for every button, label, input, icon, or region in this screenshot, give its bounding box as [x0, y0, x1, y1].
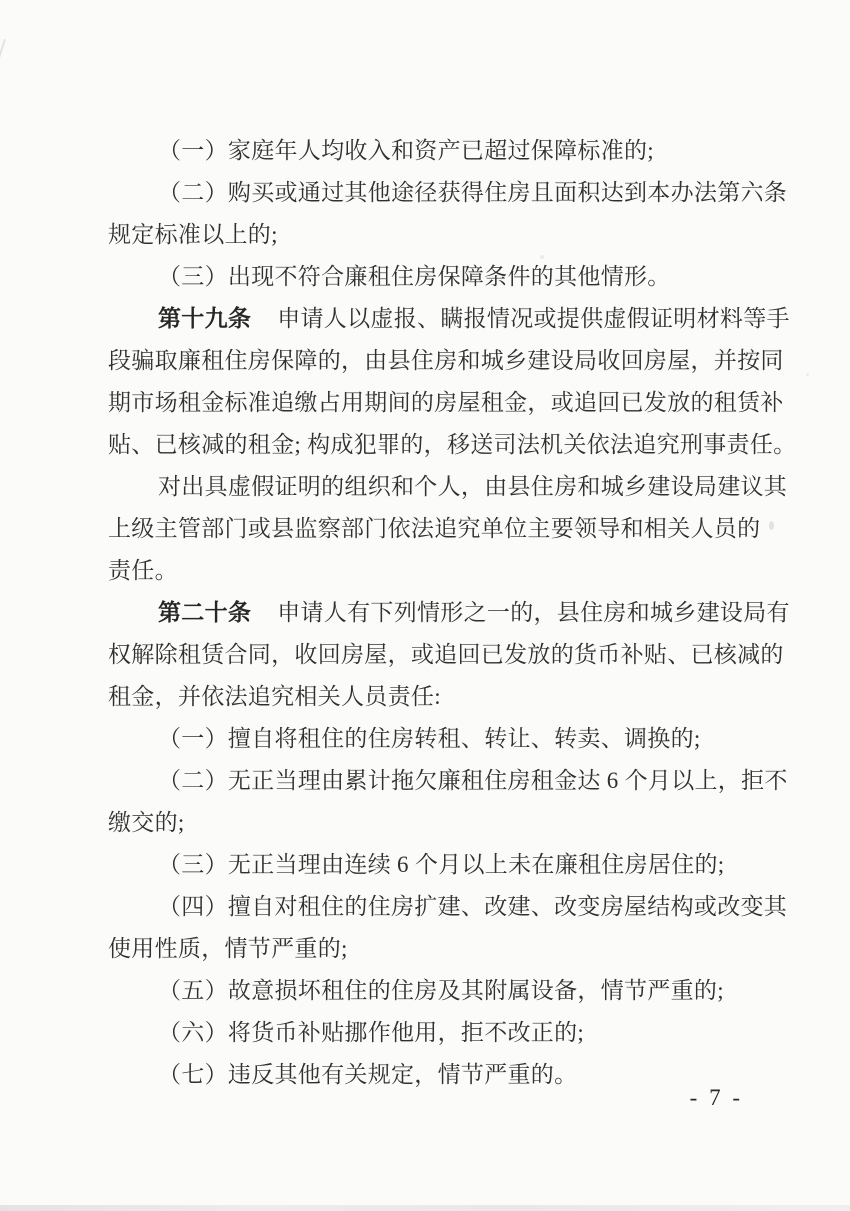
- line-text: （二）购买或通过其他途径获得住房且面积达到本办法第六条: [158, 180, 788, 205]
- line-text: （一）擅自将租住的住房转租、转让、转卖、调换的;: [158, 726, 701, 751]
- text-line: [108, 298, 790, 340]
- text-line: [108, 508, 761, 550]
- text-line: [108, 886, 788, 928]
- text-line: [108, 256, 744, 298]
- text-line: [108, 592, 790, 634]
- line-text: 贴、已核减的租金; 构成犯罪的，移送司法机关依法追究刑事责任。: [108, 432, 797, 457]
- line-text: （三）出现不符合廉租住房保障条件的其他情形。: [158, 264, 671, 289]
- line-text: （一）家庭年人均收入和资产已超过保障标准的;: [158, 138, 654, 163]
- text-block: [108, 130, 797, 1096]
- text-line: [108, 466, 788, 508]
- line-text: 责任。: [108, 558, 178, 583]
- line-text: （三）无正当理由连续 6 个月以上未在廉租住房居住的;: [158, 852, 725, 877]
- text-line: [108, 340, 784, 382]
- article-number: 第十九条: [158, 306, 252, 331]
- line-text: （四）擅自对租住的住房扩建、改建、改变房屋结构或改变其: [158, 894, 788, 919]
- line-text: （六）将货币补贴挪作他用，拒不改正的;: [158, 1020, 585, 1045]
- line-text: 租金，并依法追究相关人员责任:: [108, 684, 441, 709]
- line-text: 缴交的;: [108, 810, 185, 835]
- line-text: （二）无正当理由累计拖欠廉租住房租金达 6 个月以上，拒不: [158, 768, 788, 793]
- text-line: [108, 1054, 744, 1096]
- article-number: 第二十条: [158, 600, 252, 625]
- line-text: 期市场租金标准追缴占用期间的房屋租金，或追回已发放的租赁补: [108, 390, 784, 415]
- text-line: [108, 424, 797, 466]
- text-line: [108, 760, 788, 802]
- scan-artifact-speck: [769, 521, 774, 530]
- text-line: [108, 634, 784, 676]
- line-text: 对出具虚假证明的组织和个人，由县住房和城乡建设局建议其: [158, 474, 788, 499]
- text-line: [108, 1012, 744, 1054]
- text-line: [108, 676, 744, 718]
- text-line: [108, 802, 744, 844]
- line-text: （七）违反其他有关规定，情节严重的。: [158, 1062, 578, 1087]
- text-line: [108, 382, 784, 424]
- text-line: [108, 928, 744, 970]
- line-text: 规定标准以上的;: [108, 222, 278, 247]
- text-line: [108, 970, 744, 1012]
- text-line: [108, 172, 788, 214]
- line-text: 申请人有下列情形之一的，县住房和城乡建设局有: [277, 600, 790, 625]
- page-number: - 7 -: [689, 1085, 743, 1110]
- line-text: 权解除租赁合同，收回房屋，或追回已发放的货币补贴、已核减的: [108, 642, 784, 667]
- line-text: 使用性质，情节严重的;: [108, 936, 348, 961]
- line-text: 申请人以虚报、瞒报情况或提供虚假证明材料等手: [277, 306, 790, 331]
- text-line: [108, 718, 744, 760]
- scan-artifact-speck: [806, 373, 809, 376]
- text-line: [108, 844, 744, 886]
- text-line: [108, 550, 744, 592]
- text-line: [108, 214, 744, 256]
- line-text: 段骗取廉租住房保障的，由县住房和城乡建设局收回房屋，并按同: [108, 348, 784, 373]
- line-text: （五）故意损坏租住的住房及其附属设备，情节严重的;: [158, 978, 724, 1003]
- scan-edge-shadow: [0, 1205, 850, 1211]
- text-line: [108, 130, 744, 172]
- scan-artifact-scratch: [0, 39, 6, 89]
- line-text: 上级主管部门或县监察部门依法追究单位主要领导和相关人员的: [108, 516, 761, 541]
